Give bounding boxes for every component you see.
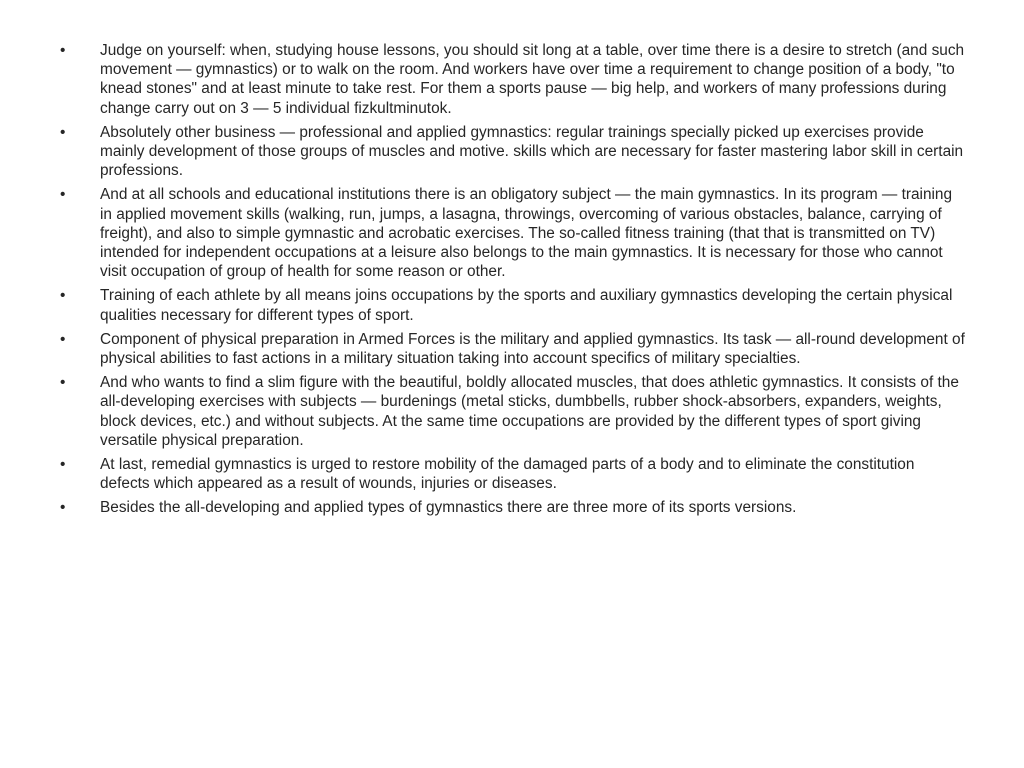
bullet-item [58, 286, 968, 324]
bullet-item [58, 123, 968, 181]
bullet-text: Training of each athlete by all means joins occupations by the sports and auxiliary gymnastics developing the certain physical qualities necessary for different types of sport. [100, 287, 953, 324]
bullet-item [58, 455, 968, 493]
bullet-item [58, 185, 968, 281]
bullet-item [58, 498, 968, 517]
bullet-text: Component of physical preparation in Armed Forces is the military and applied gymnastics. Its task — all-round development of physical abilities to fast actions in a military situation taking into account specifics of military specialties. [100, 330, 965, 368]
bullet-icon: • [60, 456, 66, 474]
bullet-text: And who wants to find a slim figure with the beautiful, boldly allocated muscles, that does athletic gymnastics. It consists of the all-developing exercises with subjects — burdenings (metal sticks, dumbbells, rubber shock-absorbers, expanders, weights, block devices, etc.) and without subjects. At the same time occupations are provided by the different types of sport giving versatile physical preparation. [100, 374, 959, 449]
bullet-text: Judge on yourself: when, studying house lessons, you should sit long at a table, over time there is a desire to stretch (and such movement — gymnastics) or to walk on the room. And workers have over time a requirement to change position of a body, "to knead stones" and at least minute to take rest. For them a sports pause — big help, and workers of many professions during change carry out on 3 — 5 individual fizkultminutok. [100, 42, 965, 117]
bullet-icon: • [60, 287, 66, 305]
bullet-icon: • [60, 42, 66, 59]
bullet-icon: • [60, 330, 66, 348]
bullet-icon: • [60, 186, 66, 204]
bullet-text: Absolutely other business — professional and applied gymnastics: regular trainings specially picked up exercises provide mainly development of those groups of muscles and motive. skills which are necessary for faster mastering labor skill in certain professions. [100, 123, 964, 180]
bullet-text: Besides the all-developing and applied types of gymnastics there are three more of its sports versions. [100, 499, 797, 517]
bullet-icon: • [60, 374, 66, 392]
bullet-item [58, 330, 968, 368]
bullet-icon: • [60, 123, 66, 141]
bullet-item [58, 41, 968, 118]
bullet-list [58, 41, 968, 523]
bullet-icon: • [60, 499, 66, 517]
bullet-text: And at all schools and educational institutions there is an obligatory subject — the main gymnastics. In its program — training in applied movement skills (walking, run, jumps, a lasagna, throwings, overcoming of various obstacles, balance, carrying of freight), and also to simple gymnastic and acrobatic exercises. The so-called fitness training (that that is transmitted on TV) intended for independent occupations at a leisure also belongs to the main gymnastics. It is necessary for those who cannot visit occupation of group of health for some reason or other. [100, 186, 953, 281]
bullet-text: At last, remedial gymnastics is urged to restore mobility of the damaged parts of a body and to eliminate the constitution defects which appeared as a result of wounds, injuries or diseases. [100, 456, 915, 493]
bullet-item [58, 373, 968, 450]
